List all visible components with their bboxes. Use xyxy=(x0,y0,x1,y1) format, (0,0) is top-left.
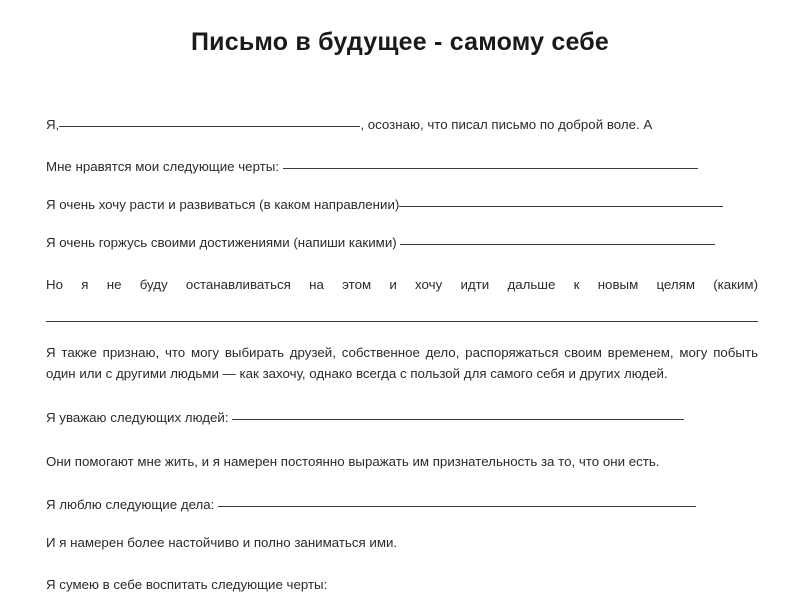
form-line-traits-to-develop: Я сумею в себе воспитать следующие черты: xyxy=(46,577,328,593)
respected-people-fill-in-blank[interactable] xyxy=(232,409,684,420)
growth-direction-label: Я очень хочу расти и развиваться (в каком направлении) xyxy=(46,196,400,212)
traits-i-like-fill-in-blank[interactable] xyxy=(283,158,698,169)
achievements-label: Я очень горжусь своими достижениями (напиши какими) xyxy=(46,234,401,250)
form-line-favorite-activities xyxy=(46,496,758,514)
page-title: Письмо в будущее - самому себе xyxy=(191,28,609,56)
traits-i-like-label: Мне нравятся мои следующие черты: xyxy=(46,158,283,174)
form-line-respected-people xyxy=(46,409,758,427)
favorite-activities-label: Я люблю следующие дела: xyxy=(46,497,219,513)
form-line-declaration xyxy=(46,116,758,134)
paragraph-gratitude: Они помогают мне жить, и я намерен постоянно выражать им признательность за то, что они есть. xyxy=(46,453,660,469)
form-line-growth-direction xyxy=(46,196,758,214)
form-line-traits-i-like xyxy=(46,158,758,176)
paragraph-self-determination: Я также признаю, что могу выбирать друзей, собственное дело, распоряжаться своим временем, могу побыть один или с другими людьми — как захочу, однако всегда с пользой для самого себя и других людей. xyxy=(46,344,758,382)
declaration-suffix-text: , осознаю, что писал письмо по доброй воле. А xyxy=(360,117,653,132)
growth-direction-fill-in-blank[interactable] xyxy=(399,196,723,207)
name-fill-in-blank[interactable] xyxy=(59,116,360,127)
favorite-activities-fill-in-blank[interactable] xyxy=(218,496,696,507)
new-goals-label: Но я не буду останавливаться на этом и хочу идти дальше к новым целям (каким) xyxy=(46,276,758,292)
declaration-prefix-text: Я, xyxy=(46,117,60,132)
form-line-achievements xyxy=(46,234,758,252)
form-line-new-goals xyxy=(46,276,758,322)
document-body xyxy=(46,116,758,594)
achievements-fill-in-blank[interactable] xyxy=(400,234,715,245)
statement-persistence: И я намерен более настойчиво и полно заниматься ими. xyxy=(46,535,398,551)
respected-people-label: Я уважаю следующих людей: xyxy=(46,409,233,425)
new-goals-fill-in-blank[interactable] xyxy=(46,321,758,322)
